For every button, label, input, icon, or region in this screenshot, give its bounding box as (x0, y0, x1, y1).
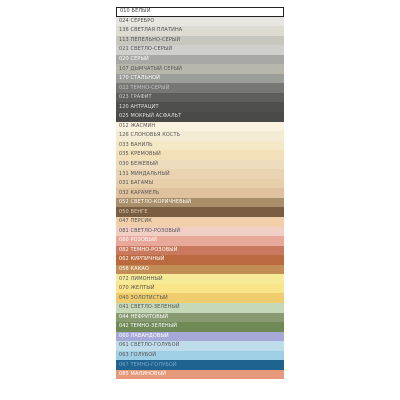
color-swatch-label: 120 АНТРАЦИТ (119, 103, 159, 110)
color-swatch (116, 322, 284, 332)
color-swatch-label: 070 ЖЕЛТЫЙ (119, 285, 155, 292)
color-swatch (116, 246, 284, 256)
color-swatch-label: 044 НЕФРИТОВЫЙ (119, 313, 169, 320)
color-swatch (116, 217, 284, 227)
color-swatch-label: 052 СВЕТЛО-КОРИЧНЕВЫЙ (119, 199, 192, 206)
color-swatch (116, 74, 284, 84)
color-swatch-label: 061 СВЕТЛО-ГОЛУБОЙ (119, 342, 180, 349)
color-swatch (116, 360, 284, 370)
color-swatch-label: 107 ДЫМЧАТЫЙ СЕРЫЙ (119, 65, 183, 72)
color-swatch (116, 122, 284, 132)
color-swatch-label: 021 СВЕТЛО-СЕРЫЙ (119, 46, 173, 53)
color-swatch-label: 126 СЛОНОВЬЯ КОСТЬ (119, 132, 181, 139)
color-swatch-label: 025 МОКРЫЙ АСФАЛЬТ (119, 113, 182, 120)
color-swatch-label: 041 СВЕТЛО-ЗЕЛЕНЫЙ (119, 304, 180, 311)
color-swatch (116, 293, 284, 303)
color-swatch (116, 370, 284, 380)
color-swatch (116, 351, 284, 361)
color-swatch-label: 033 ВАНИЛЬ (119, 141, 153, 148)
color-swatch (116, 102, 284, 112)
color-swatch (116, 112, 284, 122)
color-swatch-label: 022 ТЕМНО-СЕРЫЙ (119, 84, 170, 91)
color-swatch-label: 060 ЛАВАНДОВЫЙ (119, 332, 169, 339)
color-swatch-label: 030 БЕЖЕВЫЙ (119, 161, 158, 168)
color-swatch (116, 45, 284, 55)
color-swatch (116, 93, 284, 103)
color-swatch-label: 080 РОЗОВЫЙ (119, 237, 157, 244)
color-swatch (116, 284, 284, 294)
color-swatch (116, 7, 284, 17)
color-swatch (116, 188, 284, 198)
color-swatch-label: 024 СЕРЕБРО (119, 17, 155, 24)
color-swatch (116, 150, 284, 160)
color-swatch-label: 081 СВЕТЛО-РОЗОВЫЙ (119, 227, 181, 234)
color-swatch-label: 035 КРЕМОВЫЙ (119, 151, 161, 158)
color-swatch-list (116, 7, 284, 379)
color-swatch-label: 170 СТАЛЬНОЙ (119, 75, 160, 82)
color-swatch (116, 131, 284, 141)
color-swatch (116, 26, 284, 36)
color-swatch (116, 341, 284, 351)
color-swatch-label: 067 ТЕМНО-ГОЛУБОЙ (119, 361, 177, 368)
color-swatch-label: 050 ВЕНГЕ (119, 208, 148, 215)
color-swatch (116, 236, 284, 246)
color-swatch-label: 085 МАЛИНОВЫЙ (119, 371, 166, 378)
color-swatch-label: 136 СВЕТЛАЯ ПЛАТИНА (119, 27, 183, 34)
color-swatch-label: 062 КИРПИЧНЫЙ (119, 256, 165, 263)
color-swatch (116, 198, 284, 208)
color-swatch-label: 040 ЗОЛОТИСТЫЙ (119, 294, 168, 301)
color-swatch-label: 072 ЛИМОННЫЙ (119, 275, 163, 282)
color-swatch (116, 141, 284, 151)
color-swatch (116, 55, 284, 65)
color-swatch-label: 058 КАКАО (119, 266, 149, 273)
color-swatch (116, 274, 284, 284)
color-swatch (116, 179, 284, 189)
color-swatch-label: 031 БАГАМЫ (119, 180, 154, 187)
color-swatch-label: 063 ГОЛУБОЙ (119, 351, 157, 358)
color-swatch-label: 131 МИНДАЛЬНЫЙ (119, 170, 170, 177)
color-swatch (116, 227, 284, 237)
color-swatch-label: 020 СЕРЫЙ (119, 56, 149, 62)
color-swatch (116, 64, 284, 74)
color-swatch-label: 047 ПЕРСИК (119, 218, 152, 225)
color-swatch (116, 83, 284, 93)
color-swatch (116, 332, 284, 342)
color-swatch-label: 023 ГРАФИТ (119, 94, 152, 101)
color-swatch (116, 303, 284, 313)
color-swatch (116, 265, 284, 275)
color-swatch-label: 082 ТЕМНО-РОЗОВЫЙ (119, 246, 178, 253)
color-swatch-label: 042 ТЕМНО-ЗЕЛЕНЫЙ (119, 323, 178, 330)
color-swatch (116, 313, 284, 323)
color-swatch (116, 169, 284, 179)
color-swatch (116, 17, 284, 27)
color-swatch-label: 010 БЕЛЫЙ (120, 8, 151, 15)
color-swatch (116, 160, 284, 170)
color-swatch-label: 012 ЖАСМИН (119, 122, 156, 129)
color-swatch (116, 255, 284, 265)
color-swatch (116, 36, 284, 46)
color-swatch-label: 032 КАРАМЕЛЬ (119, 189, 160, 196)
color-swatch-label: 113 ПЕПЕЛЬНО-СЕРЫЙ (119, 36, 181, 43)
color-swatch (116, 207, 284, 217)
